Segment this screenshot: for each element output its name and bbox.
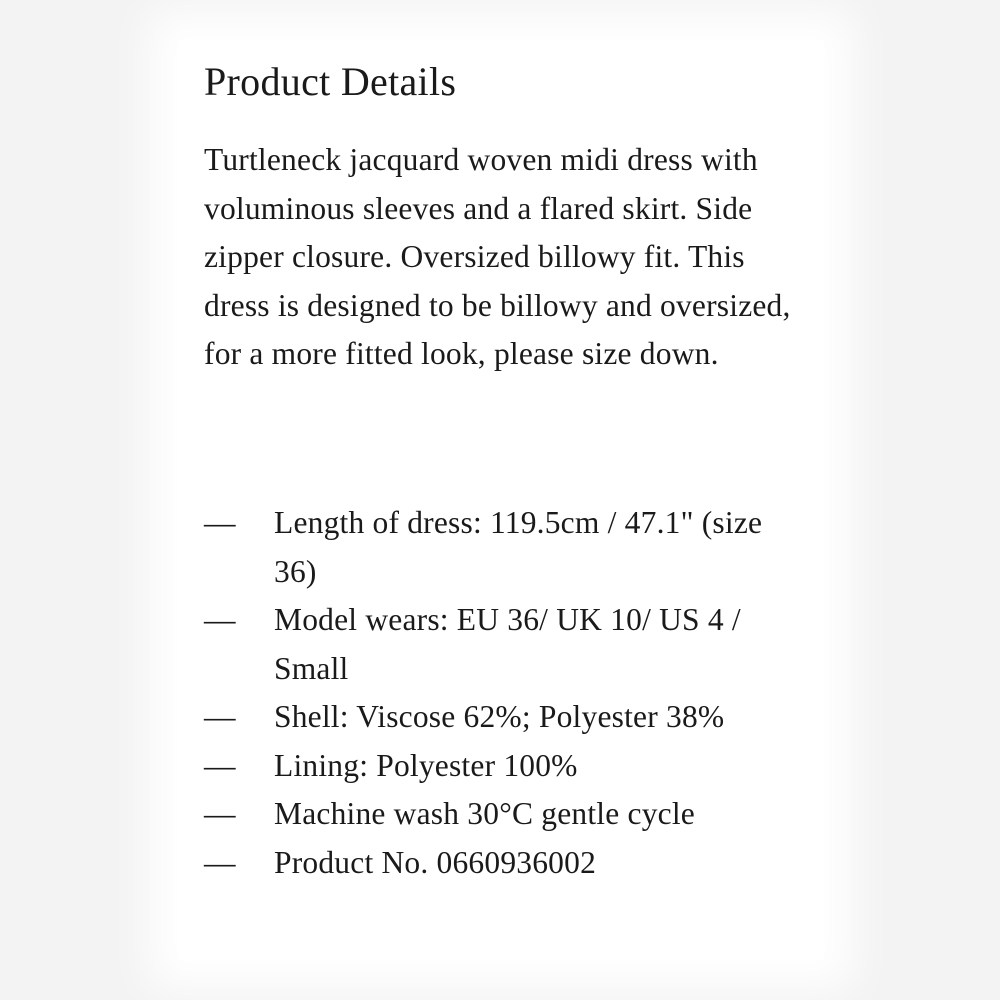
- detail-item-product-number: [204, 839, 804, 888]
- detail-text: Lining: Polyester 100%: [274, 747, 578, 783]
- detail-text: Shell: Viscose 62%; Polyester 38%: [274, 699, 725, 734]
- product-description: Turtleneck jacquard woven midi dress with voluminous sleeves and a flared skirt. Side zipper closure. Oversized billowy fit. This dress is designed to be billowy and oversized, for a more fitted look, please size down.: [204, 142, 791, 371]
- dash-bullet: —: [204, 796, 236, 831]
- detail-item-care: [204, 790, 804, 839]
- detail-item-shell: [204, 693, 804, 742]
- detail-text: Model wears: EU 36/ UK 10/ US 4 / Small: [274, 602, 741, 686]
- detail-item-model-size: [204, 596, 804, 693]
- product-details-list: [204, 499, 804, 887]
- detail-item-lining: [204, 742, 804, 791]
- detail-item-length: [204, 499, 804, 596]
- dash-bullet: —: [204, 602, 236, 637]
- dash-bullet: —: [204, 747, 236, 783]
- detail-text: Product No. 0660936002: [274, 844, 597, 880]
- dash-bullet: —: [204, 844, 236, 880]
- product-details-panel: [178, 40, 824, 960]
- detail-text: Machine wash 30°C gentle cycle: [274, 796, 695, 831]
- product-details-title: Product Details: [204, 59, 457, 104]
- dash-bullet: —: [204, 505, 236, 540]
- dash-bullet: —: [204, 699, 236, 734]
- detail-text: Length of dress: 119.5cm / 47.1" (size 36): [274, 505, 763, 589]
